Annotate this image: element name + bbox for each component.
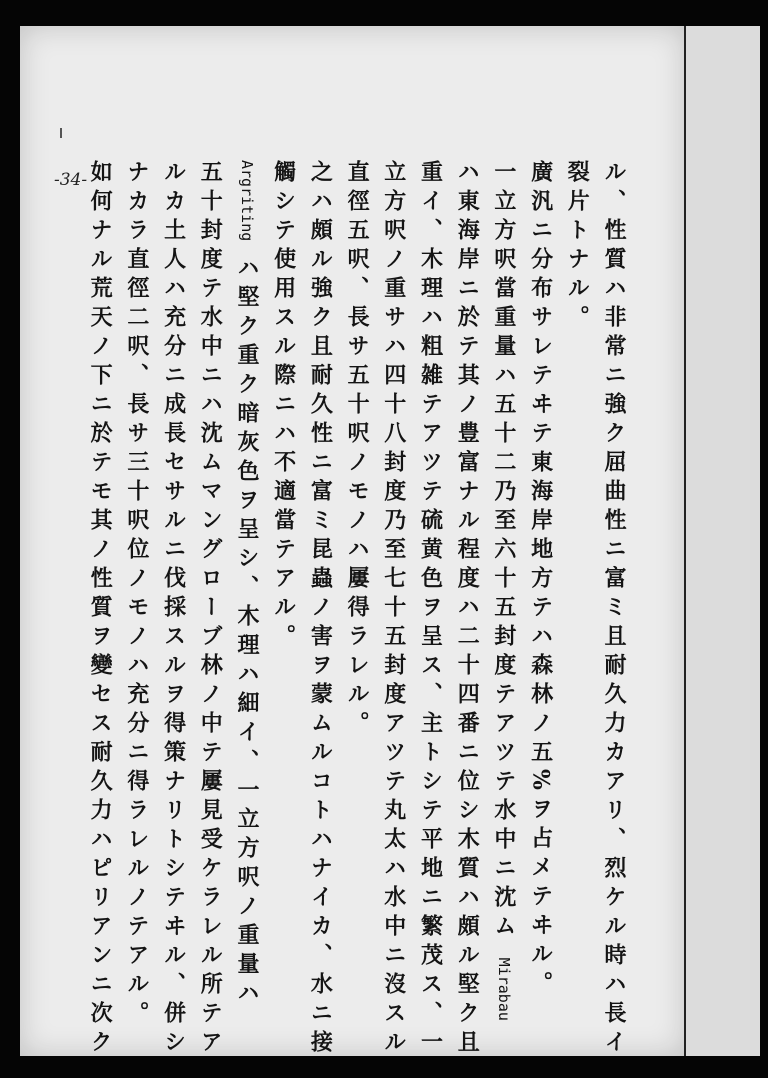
vertical-text-body <box>82 160 632 1059</box>
text-column: ナカラ直徑二呎、長サ三十呎位ノモノハ充分ニ得ラレルノテアル。 <box>123 160 150 1030</box>
latin-term: Mirabau <box>494 957 513 1021</box>
text-column: 觸シテ使用スル際ニハ不適當テアル。 <box>270 160 297 653</box>
margin-mark <box>60 128 62 138</box>
text-column: 裂片トナル。 <box>564 160 591 334</box>
text-column: ルカ土人ハ充分ニ成長セサルニ伐採スルヲ得策ナリトシテヰル、併シ <box>160 160 187 1059</box>
text-column: 重イ、木理ハ粗雑テアツテ硫黄色ヲ呈ス、主トシテ平地ニ繁茂ス、一 <box>417 160 444 1059</box>
text-column: 立方呎ノ重サハ四十八封度乃至七十五封度アツテ丸太ハ水中ニ沒スル <box>380 160 407 1059</box>
latin-term: Argriting <box>237 160 256 242</box>
text-column: 廣汎ニ分布サレテヰテ東海岸地方テハ森林ノ五%ヲ占メテヰル。 <box>527 160 554 1000</box>
text-column: 如何ナル荒天ノ下ニ於テモ其ノ性質ヲ變セス耐久力ハピリアンニ次ク <box>87 160 114 1059</box>
text-column: 之ハ頗ル強ク且耐久性ニ富ミ昆蟲ノ害ヲ蒙ムルコトハナイカ、水ニ接 <box>307 160 334 1059</box>
text-column: 直徑五呎、長サ五十呎ノモノハ屢得ラレル。 <box>344 160 371 740</box>
text-column: ハ東海岸ニ於テ其ノ豊富ナル程度ハ二十四番ニ位シ木質ハ頗ル堅ク且 <box>454 160 481 1059</box>
text-column: 一立方呎當重量ハ五十二乃至六十五封度テアツテ水中ニ沈ム Mirabau <box>490 160 517 1021</box>
text-column: Argriting ハ堅ク重ク暗灰色ヲ呈シ、木理ハ細イ、一立方呎ノ重量ハ <box>233 160 260 1010</box>
page-number: -34- <box>54 170 88 190</box>
facing-page-edge <box>684 26 760 1056</box>
text-column: ル、性質ハ非常ニ強ク屈曲性ニ富ミ且耐久力カアリ、烈ケル時ハ長イ <box>601 160 627 1059</box>
text-column: 五十封度テ水中ニハ沈ムマングローブ林ノ中テ屢見受ケラレル所テア <box>197 160 224 1059</box>
